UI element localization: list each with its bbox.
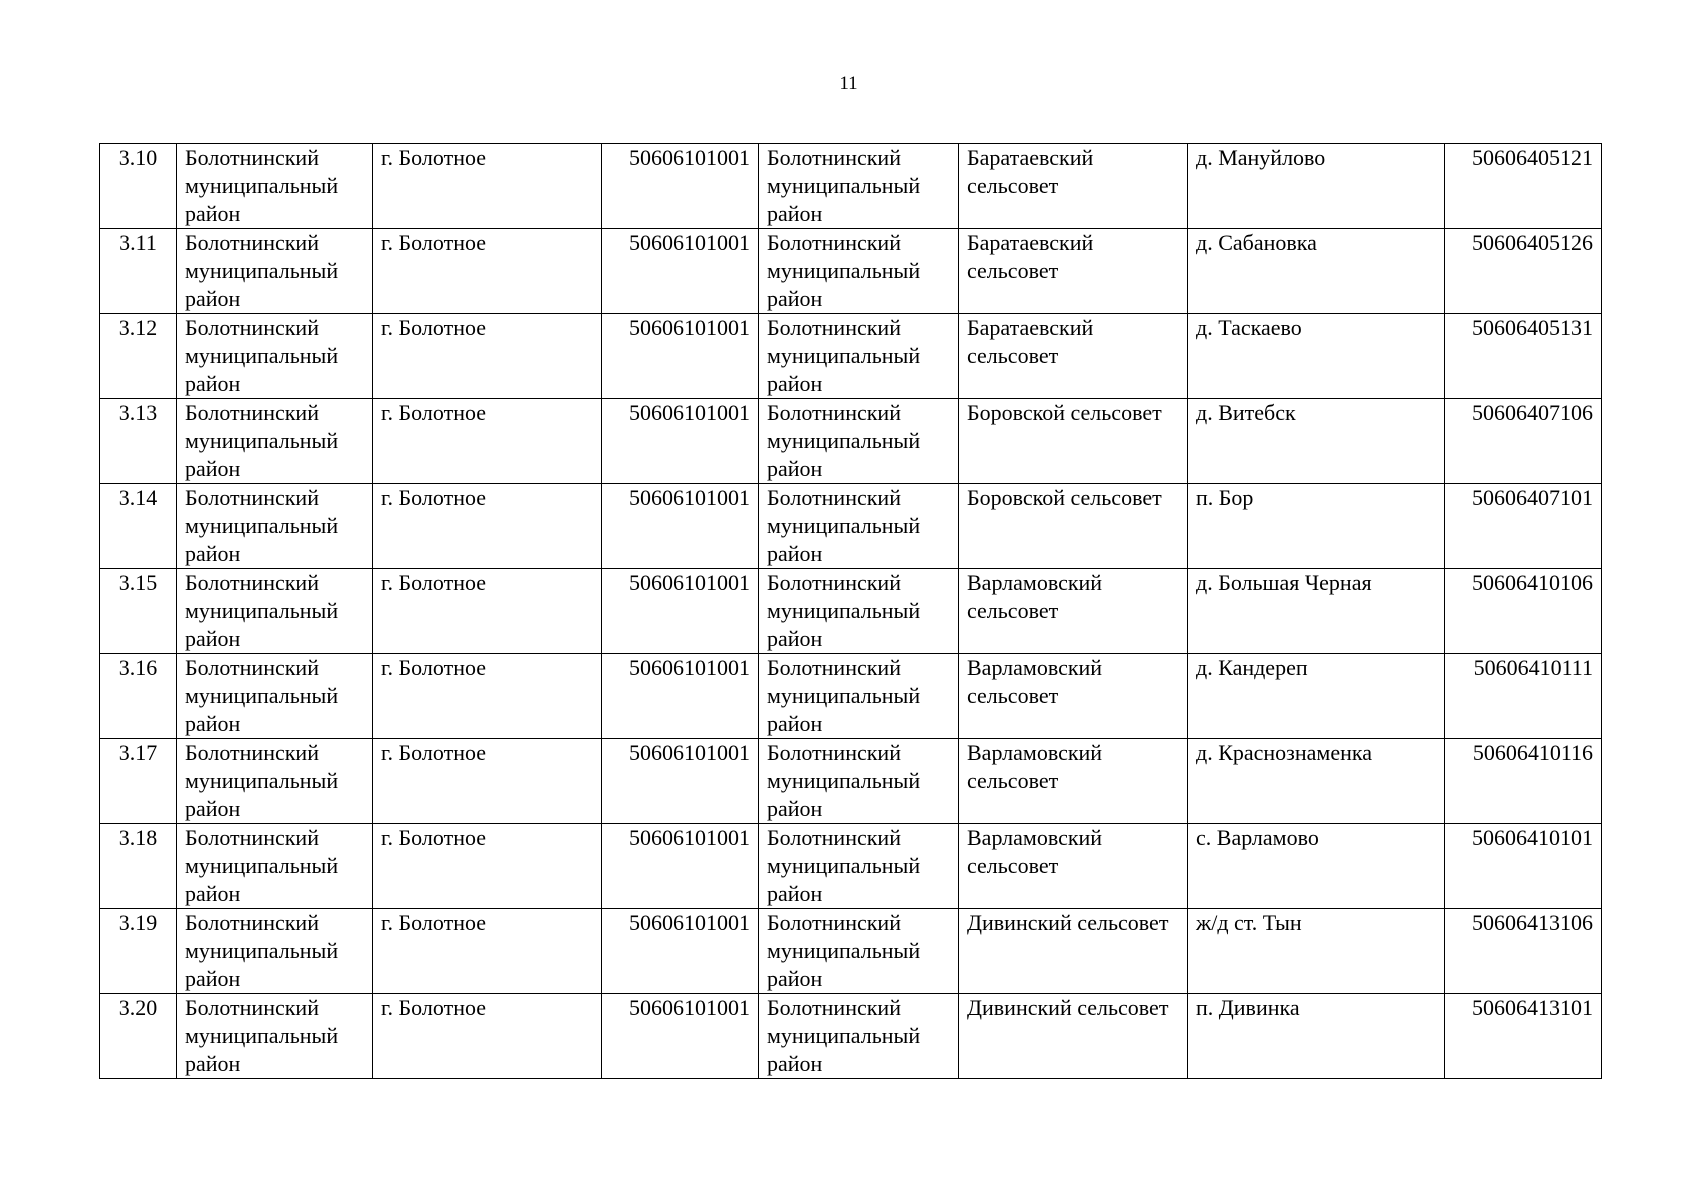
oktmo-code-cell: 50606405131 xyxy=(1445,314,1602,399)
oktmo-code-cell: 50606410101 xyxy=(1445,824,1602,909)
center-code-cell: 50606101001 xyxy=(602,824,759,909)
settlement-cell: Варламовский сельсовет xyxy=(959,569,1188,654)
district-cell: Болотнинский муниципальный район xyxy=(177,824,373,909)
row-number-cell: 3.14 xyxy=(100,484,177,569)
row-number-cell: 3.11 xyxy=(100,229,177,314)
admin-center-cell: г. Болотное xyxy=(373,569,602,654)
admin-center-cell: г. Болотное xyxy=(373,824,602,909)
center-code-cell: 50606101001 xyxy=(602,994,759,1079)
municipality-cell: Болотнинский муниципальный район xyxy=(759,909,959,994)
center-code-cell: 50606101001 xyxy=(602,654,759,739)
table-row xyxy=(100,824,1602,909)
oktmo-code-cell: 50606413106 xyxy=(1445,909,1602,994)
center-code-cell: 50606101001 xyxy=(602,909,759,994)
locality-cell: д. Таскаево xyxy=(1188,314,1445,399)
district-cell: Болотнинский муниципальный район xyxy=(177,484,373,569)
settlement-cell: Боровской сельсовет xyxy=(959,399,1188,484)
center-code-cell: 50606101001 xyxy=(602,484,759,569)
settlement-cell: Баратаевский сельсовет xyxy=(959,144,1188,229)
admin-center-cell: г. Болотное xyxy=(373,994,602,1079)
table-row xyxy=(100,484,1602,569)
district-cell: Болотнинский муниципальный район xyxy=(177,144,373,229)
table-row xyxy=(100,399,1602,484)
municipality-cell: Болотнинский муниципальный район xyxy=(759,739,959,824)
admin-center-cell: г. Болотное xyxy=(373,909,602,994)
table-row xyxy=(100,654,1602,739)
municipality-cell: Болотнинский муниципальный район xyxy=(759,994,959,1079)
locality-cell: д. Сабановка xyxy=(1188,229,1445,314)
settlement-cell: Дивинский сельсовет xyxy=(959,994,1188,1079)
row-number-cell: 3.10 xyxy=(100,144,177,229)
municipality-cell: Болотнинский муниципальный район xyxy=(759,484,959,569)
municipality-cell: Болотнинский муниципальный район xyxy=(759,569,959,654)
table-row xyxy=(100,909,1602,994)
oktmo-code-cell: 50606405126 xyxy=(1445,229,1602,314)
municipality-cell: Болотнинский муниципальный район xyxy=(759,144,959,229)
locality-cell: д. Кандереп xyxy=(1188,654,1445,739)
locality-cell: ж/д ст. Тын xyxy=(1188,909,1445,994)
row-number-cell: 3.17 xyxy=(100,739,177,824)
center-code-cell: 50606101001 xyxy=(602,739,759,824)
row-number-cell: 3.16 xyxy=(100,654,177,739)
locality-cell: д. Большая Черная xyxy=(1188,569,1445,654)
district-cell: Болотнинский муниципальный район xyxy=(177,314,373,399)
municipality-cell: Болотнинский муниципальный район xyxy=(759,399,959,484)
admin-center-cell: г. Болотное xyxy=(373,654,602,739)
page-number: 11 xyxy=(839,73,858,94)
table-row xyxy=(100,994,1602,1079)
settlement-cell: Дивинский сельсовет xyxy=(959,909,1188,994)
admin-center-cell: г. Болотное xyxy=(373,229,602,314)
center-code-cell: 50606101001 xyxy=(602,229,759,314)
municipality-cell: Болотнинский муниципальный район xyxy=(759,229,959,314)
center-code-cell: 50606101001 xyxy=(602,314,759,399)
municipality-cell: Болотнинский муниципальный район xyxy=(759,654,959,739)
settlement-cell: Боровской сельсовет xyxy=(959,484,1188,569)
center-code-cell: 50606101001 xyxy=(602,144,759,229)
settlement-cell: Варламовский сельсовет xyxy=(959,824,1188,909)
locality-cell: д. Витебск xyxy=(1188,399,1445,484)
table-row xyxy=(100,314,1602,399)
district-cell: Болотнинский муниципальный район xyxy=(177,994,373,1079)
locality-cell: п. Бор xyxy=(1188,484,1445,569)
admin-center-cell: г. Болотное xyxy=(373,144,602,229)
row-number-cell: 3.20 xyxy=(100,994,177,1079)
row-number-cell: 3.18 xyxy=(100,824,177,909)
table-row xyxy=(100,569,1602,654)
locality-cell: д. Мануйлово xyxy=(1188,144,1445,229)
settlement-cell: Баратаевский сельсовет xyxy=(959,229,1188,314)
oktmo-code-cell: 50606405121 xyxy=(1445,144,1602,229)
settlements-table xyxy=(99,143,1602,1079)
municipality-cell: Болотнинский муниципальный район xyxy=(759,314,959,399)
locality-cell: д. Краснознаменка xyxy=(1188,739,1445,824)
admin-center-cell: г. Болотное xyxy=(373,314,602,399)
municipality-cell: Болотнинский муниципальный район xyxy=(759,824,959,909)
district-cell: Болотнинский муниципальный район xyxy=(177,909,373,994)
oktmo-code-cell: 50606413101 xyxy=(1445,994,1602,1079)
admin-center-cell: г. Болотное xyxy=(373,739,602,824)
oktmo-code-cell: 50606410106 xyxy=(1445,569,1602,654)
center-code-cell: 50606101001 xyxy=(602,399,759,484)
table-body xyxy=(100,144,1602,1079)
center-code-cell: 50606101001 xyxy=(602,569,759,654)
table-row xyxy=(100,144,1602,229)
row-number-cell: 3.13 xyxy=(100,399,177,484)
table-row xyxy=(100,229,1602,314)
settlement-cell: Баратаевский сельсовет xyxy=(959,314,1188,399)
settlement-cell: Варламовский сельсовет xyxy=(959,654,1188,739)
settlement-cell: Варламовский сельсовет xyxy=(959,739,1188,824)
locality-cell: п. Дивинка xyxy=(1188,994,1445,1079)
oktmo-code-cell: 50606410111 xyxy=(1445,654,1602,739)
row-number-cell: 3.15 xyxy=(100,569,177,654)
oktmo-code-cell: 50606410116 xyxy=(1445,739,1602,824)
oktmo-code-cell: 50606407106 xyxy=(1445,399,1602,484)
district-cell: Болотнинский муниципальный район xyxy=(177,229,373,314)
locality-cell: с. Варламово xyxy=(1188,824,1445,909)
district-cell: Болотнинский муниципальный район xyxy=(177,399,373,484)
district-cell: Болотнинский муниципальный район xyxy=(177,654,373,739)
row-number-cell: 3.12 xyxy=(100,314,177,399)
district-cell: Болотнинский муниципальный район xyxy=(177,739,373,824)
table-row xyxy=(100,739,1602,824)
district-cell: Болотнинский муниципальный район xyxy=(177,569,373,654)
oktmo-code-cell: 50606407101 xyxy=(1445,484,1602,569)
admin-center-cell: г. Болотное xyxy=(373,484,602,569)
admin-center-cell: г. Болотное xyxy=(373,399,602,484)
row-number-cell: 3.19 xyxy=(100,909,177,994)
